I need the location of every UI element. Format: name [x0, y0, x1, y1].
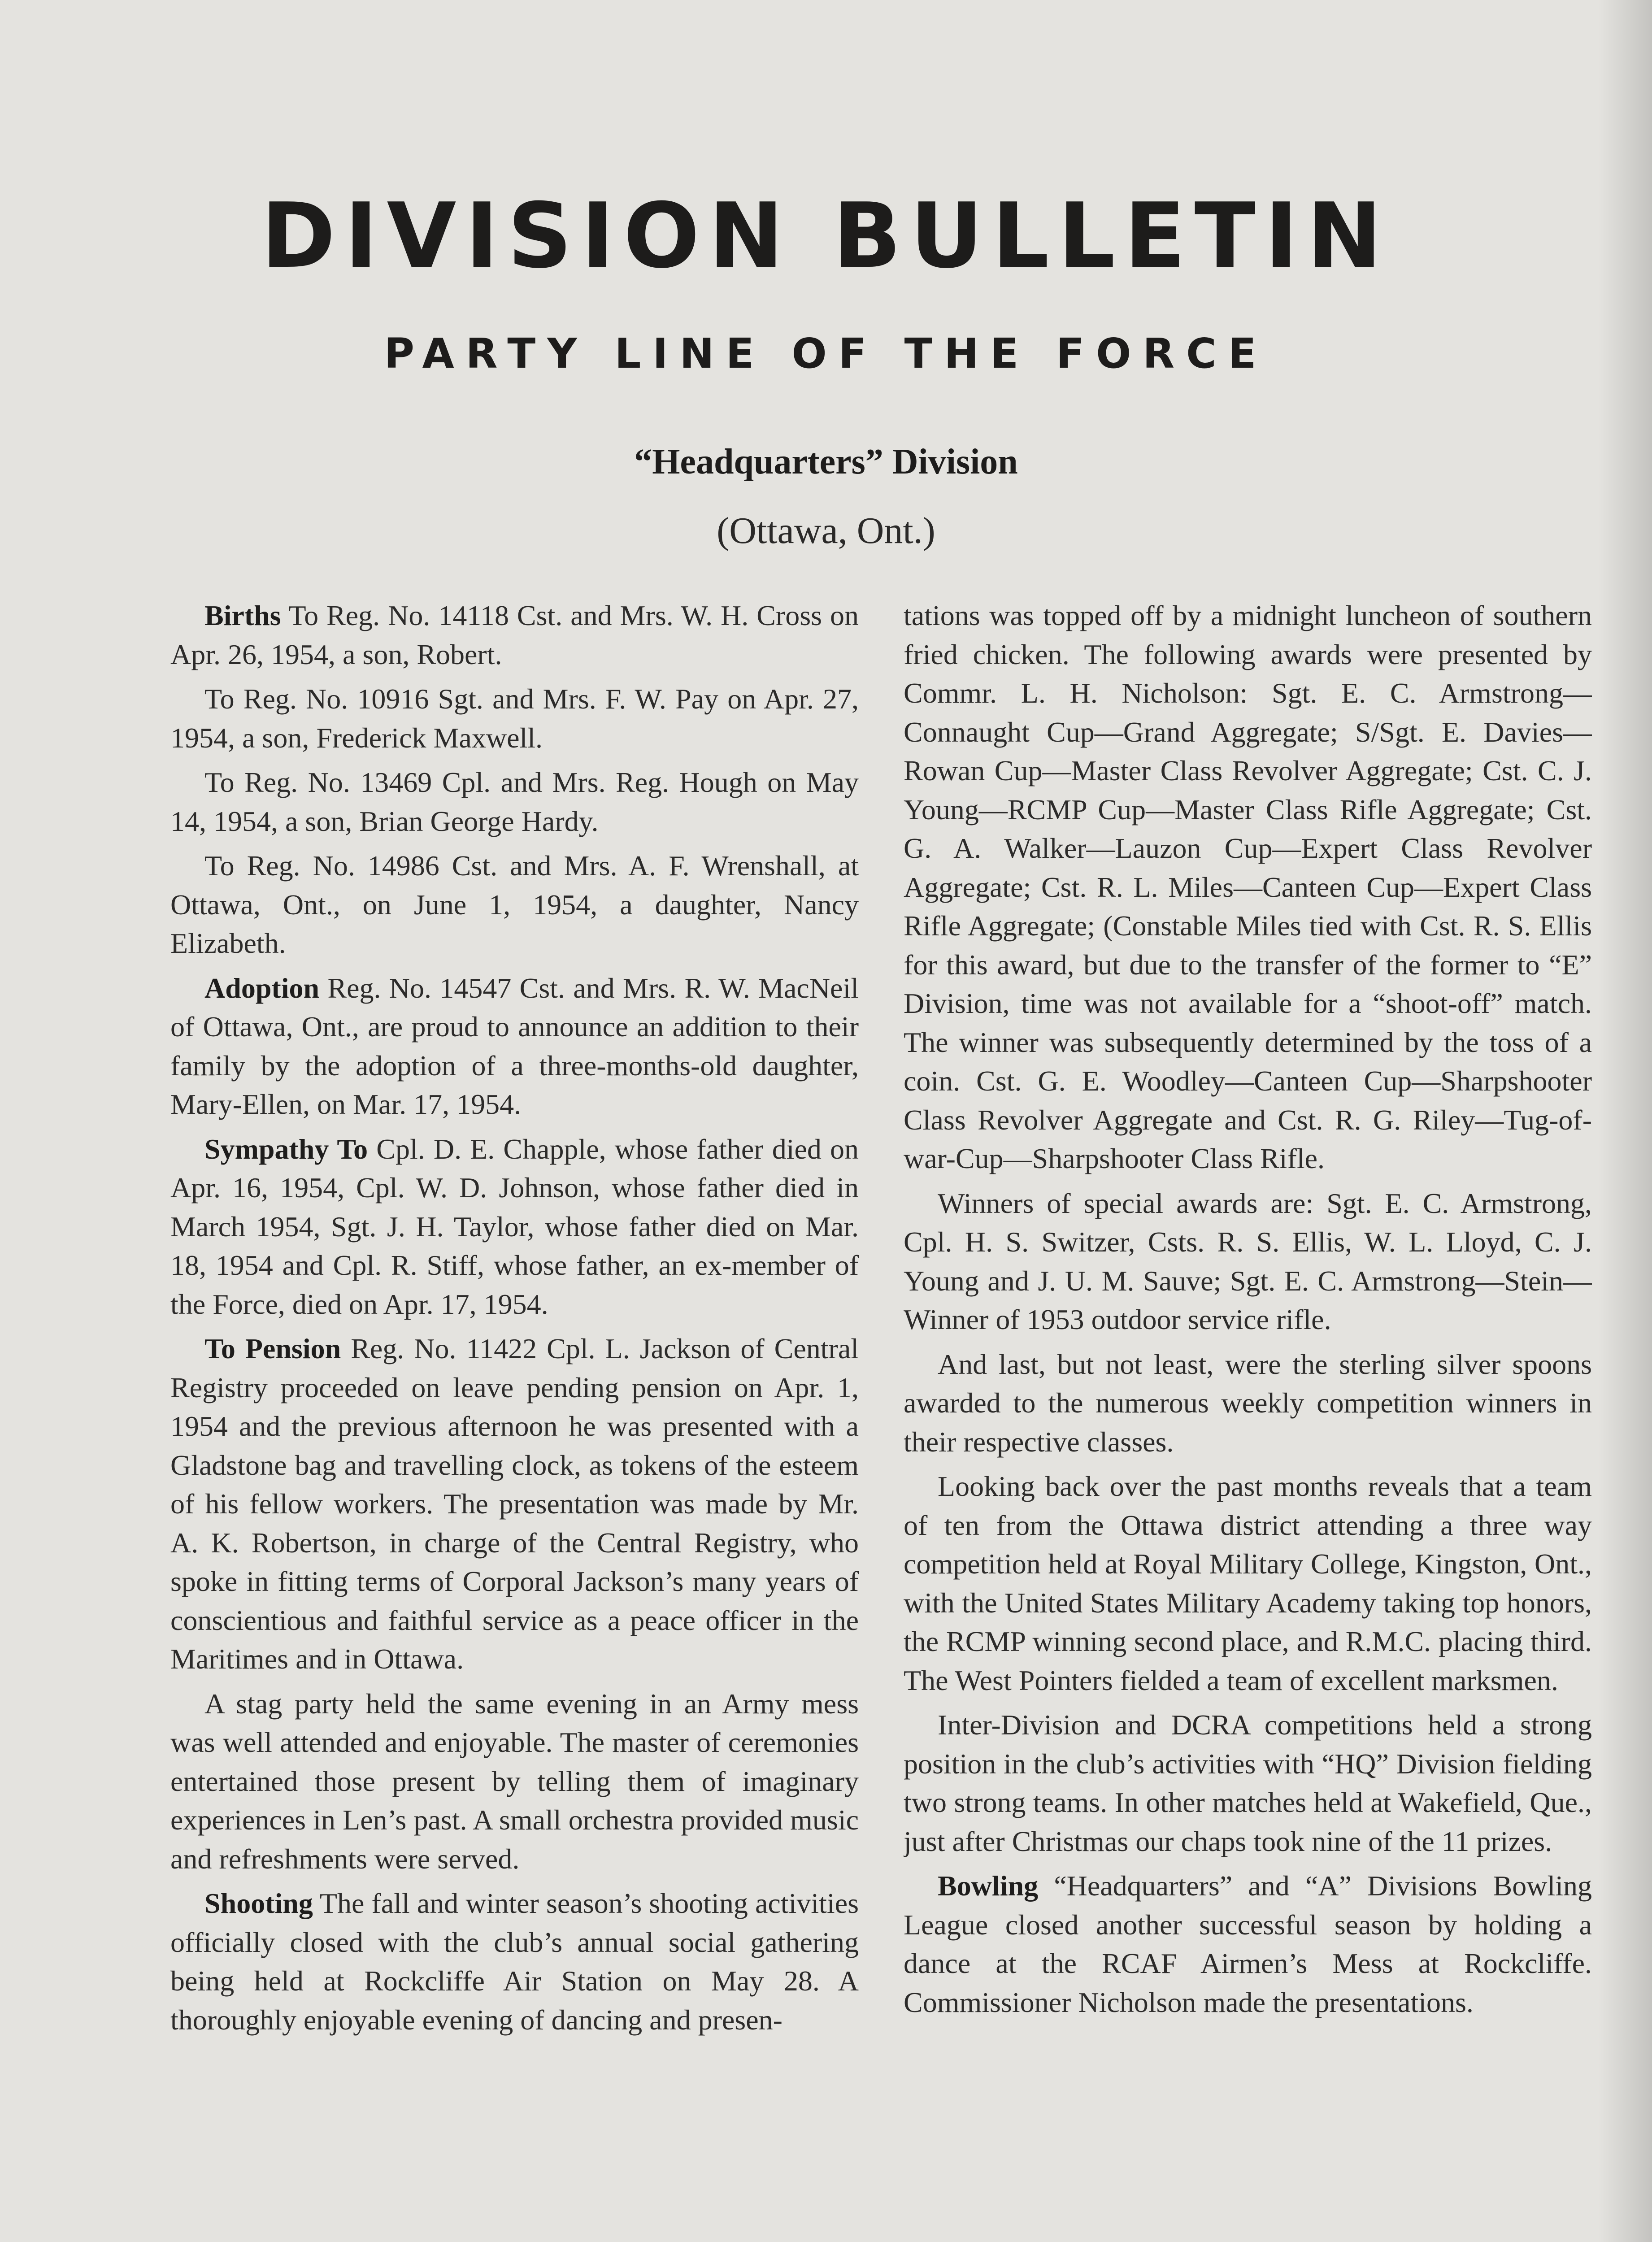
paragraph-text: Cpl. D. E. Chapple, whose father died on Apr. 16, 1954, Cpl. W. D. Johnson, whose father died in March 1954, Sgt. J. H. Taylor, whose father died on Mar. 18, 1954 and Cpl. R. Stiff, whose father, an ex-member of the Force, died on Apr. 17, 1954.: [170, 1133, 859, 1320]
paragraph-text: Winners of special awards are: Sgt. E. C. Armstrong, Cpl. H. S. Switzer, Csts. R. S. Ellis, W. L. Lloyd, C. J. Young and J. U. M. Sauve; Sgt. E. C. Armstrong—Stein—Winner of 1953 outdoor service rifle.: [904, 1187, 1592, 1335]
left-column: [170, 596, 859, 2242]
paragraph-text: Reg. No. 14547 Cst. and Mrs. R. W. MacNeil of Ottawa, Ont., are proud to announce an addition to their family by the adoption of a three-months-old daughter, Mary-Ellen, on Mar. 17, 1954.: [170, 972, 859, 1120]
paragraph-text: “Headquarters” and “A” Divisions Bowling League closed another successful season by holding a dance at the RCAF Airmen’s Mess at Rockcliffe. Commissioner Nicholson made the presentations.: [904, 1870, 1592, 2018]
page-title: DIVISION BULLETIN: [261, 184, 1391, 288]
division-heading: “Headquarters” Division: [634, 442, 1018, 482]
article-paragraph: [170, 680, 859, 757]
paragraph-text: To Reg. No. 10916 Sgt. and Mrs. F. W. Pay on Apr. 27, 1954, a son, Frederick Maxwell.: [170, 683, 859, 754]
article-paragraph: [170, 763, 859, 841]
article-paragraph: [904, 1184, 1592, 1339]
article-paragraph: [170, 969, 859, 1124]
paragraph-text: To Reg. No. 14118 Cst. and Mrs. W. H. Cross on Apr. 26, 1954, a son, Robert.: [170, 600, 859, 670]
paragraph-text: A stag party held the same evening in an Army mess was well attended and enjoyable. The master of ceremonies entertained those present by telling them of imaginary experiences in Len’s past. A small orchestra provided music and refreshments were served.: [170, 1687, 859, 1875]
paragraph-text: To Reg. No. 14986 Cst. and Mrs. A. F. Wrenshall, at Ottawa, Ont., on June 1, 1954, a daughter, Nancy Elizabeth.: [170, 850, 859, 959]
article-paragraph: [904, 596, 1592, 1178]
paragraph-text: Looking back over the past months reveals that a team of ten from the Ottawa district attending a three way competition held at Royal Military College, Kingston, Ont., with the United States Military Academy taking top honors, the RCMP winning second place, and R.M.C. placing third. The West Pointers fielded a team of excellent marksmen.: [904, 1470, 1592, 1696]
article-paragraph: [170, 1130, 859, 1324]
run-in-heading: To Pension: [204, 1333, 341, 1364]
section-subtitle: PARTY LINE OF THE FORCE: [384, 330, 1268, 378]
run-in-heading: Shooting: [204, 1887, 313, 1919]
article-paragraph: [170, 1685, 859, 1879]
article-paragraph: [904, 1867, 1592, 2022]
paragraph-text: tations was topped off by a midnight luncheon of southern fried chicken. The following awards were presented by Commr. L. H. Nicholson: Sgt. E. C. Armstrong—Connaught Cup—Grand Aggregate; S/Sgt. E. Davies—Rowan Cup—Master Class Revolver Aggregate; Cst. C. J. Young—RCMP Cup—Master Class Rifle Aggregate; Cst. G. A. Walker—Lauzon Cup—Expert Class Revolver Aggregate; Cst. R. L. Miles—Canteen Cup—Expert Class Rifle Aggregate; (Constable Miles tied with Cst. R. S. Ellis for this award, but due to the transfer of the former to “E” Division, time was not available for a “shoot-off” match. The winner was subsequently determined by the toss of a coin. Cst. G. E. Woodley—Canteen Cup—Sharpshooter Class Revolver Aggregate and Cst. R. G. Riley—Tug-of-war-Cup—Sharpshooter Class Rifle.: [904, 600, 1592, 1174]
division-location: (Ottawa, Ont.): [717, 510, 935, 552]
article-paragraph: [170, 596, 859, 674]
paragraph-text: The fall and winter season’s shooting activities officially closed with the club’s annual social gathering being held at Rockcliffe Air Station on May 28. A thoroughly enjoyable evening of dancing and presen-: [170, 1887, 859, 2036]
article-paragraph: [904, 1467, 1592, 1700]
article-paragraph: [170, 847, 859, 963]
run-in-heading: Sympathy To: [204, 1133, 368, 1165]
article-paragraph: [904, 1345, 1592, 1462]
article-paragraph: [170, 1330, 859, 1679]
run-in-heading: Births: [204, 600, 281, 631]
paragraph-text: And last, but not least, were the sterling silver spoons awarded to the numerous weekly competition winners in their respective classes.: [904, 1348, 1592, 1458]
paragraph-text: Reg. No. 11422 Cpl. L. Jackson of Central Registry proceeded on leave pending pension on Apr. 1, 1954 and the previous afternoon he was presented with a Gladstone bag and travelling clock, as tokens of the esteem of his fellow workers. The presentation was made by Mr. A. K. Robertson, in charge of the Central Registry, who spoke in fitting terms of Corporal Jackson’s many years of conscientious and faithful service as a peace officer in the Maritimes and in Ottawa.: [170, 1333, 859, 1675]
run-in-heading: Bowling: [938, 1870, 1039, 1902]
paragraph-text: To Reg. No. 13469 Cpl. and Mrs. Reg. Hough on May 14, 1954, a son, Brian George Hardy.: [170, 766, 859, 837]
run-in-heading: Adoption: [204, 972, 320, 1004]
article-paragraph: [170, 1884, 859, 2039]
paragraph-text: Inter-Division and DCRA competitions held a strong position in the club’s activities with “HQ” Division fielding two strong teams. In other matches held at Wakefield, Que., just after Christmas our chaps took nine of the 11 prizes.: [904, 1709, 1592, 1857]
right-column: [904, 596, 1592, 2242]
article-paragraph: [904, 1706, 1592, 1861]
